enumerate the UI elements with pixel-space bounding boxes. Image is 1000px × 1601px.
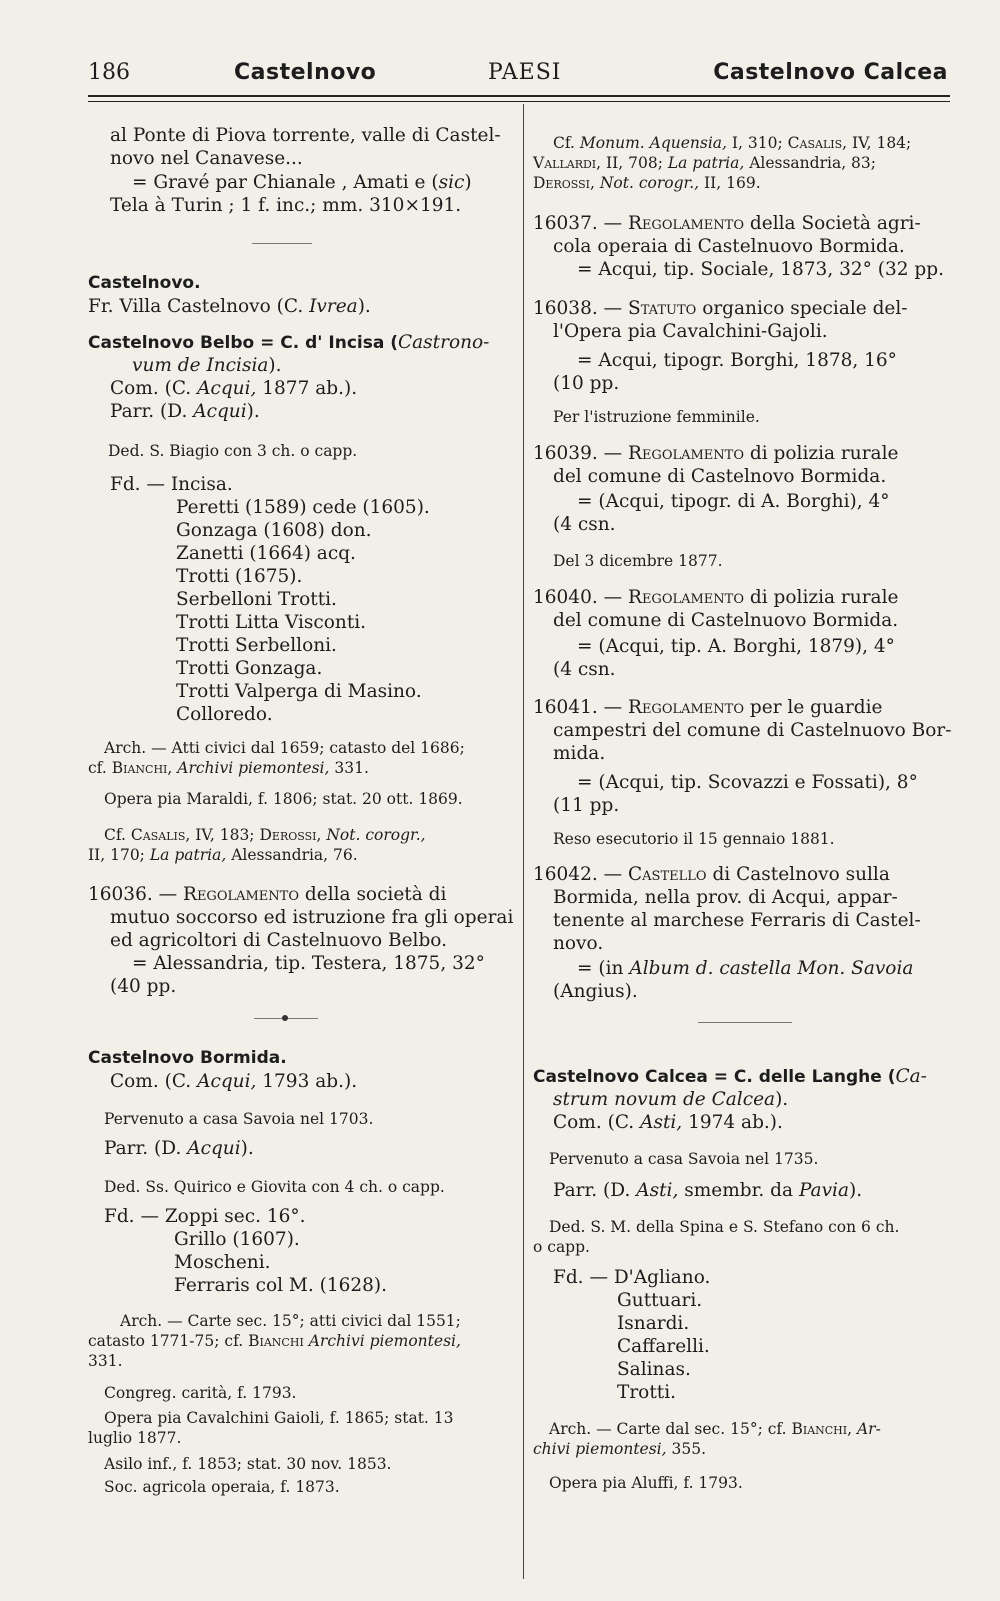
page-number: 186 bbox=[88, 60, 130, 85]
text-line: = Alessandria, tip. Testera, 1875, 32° bbox=[132, 953, 485, 974]
page-header bbox=[88, 60, 948, 94]
text-line: novo nel Canavese... bbox=[110, 148, 303, 169]
running-title-right: Castelnovo Calcea bbox=[713, 60, 948, 85]
text-line: Com. (C. Asti, 1974 ab.). bbox=[553, 1112, 783, 1133]
text-line: Cf. Casalis, IV, 183; Derossi, Not. corogr., bbox=[104, 826, 426, 844]
text-line: Arch. — Carte sec. 15°; atti civici dal 1551; bbox=[120, 1312, 461, 1330]
text-line: Opera pia Maraldi, f. 1806; stat. 20 ott. 1869. bbox=[104, 790, 463, 808]
separator-rule bbox=[698, 1022, 792, 1023]
text-line: = (Acqui, tip. Scovazzi e Fossati), 8° bbox=[577, 772, 918, 793]
text-line: = (Acqui, tipogr. di A. Borghi), 4° bbox=[577, 491, 890, 512]
text-line: Derossi, Not. corogr., II, 169. bbox=[533, 174, 761, 192]
fd-line: Trotti Valperga di Masino. bbox=[176, 681, 422, 702]
text-line: Ded. S. Biagio con 3 ch. o capp. bbox=[108, 442, 358, 460]
running-title-center: PAESI bbox=[488, 60, 562, 85]
header-rule-thin bbox=[88, 101, 950, 102]
text-line: (11 pp. bbox=[553, 795, 620, 816]
text-line: Pervenuto a casa Savoia nel 1735. bbox=[549, 1150, 819, 1168]
text-line: o capp. bbox=[533, 1238, 590, 1256]
text-line: cola operaia di Castelnuovo Bormida. bbox=[553, 236, 905, 257]
text-line: Ded. S. M. della Spina e S. Stefano con 6 ch. bbox=[549, 1218, 900, 1236]
text-line: Pervenuto a casa Savoia nel 1703. bbox=[104, 1110, 374, 1128]
fd-line: Caffarelli. bbox=[617, 1336, 710, 1357]
fd-line: Grillo (1607). bbox=[174, 1229, 300, 1250]
text-line: Reso esecutorio il 15 gennaio 1881. bbox=[553, 830, 835, 848]
text-line: al Ponte di Piova torrente, valle di Castel- bbox=[110, 125, 501, 146]
fd-line: Salinas. bbox=[617, 1359, 691, 1380]
text-line: Com. (C. Acqui, 1877 ab.). bbox=[110, 378, 358, 399]
fd-line: Fd. — Zoppi sec. 16°. bbox=[104, 1206, 306, 1227]
text-line: Parr. (D. Asti, smembr. da Pavia). bbox=[553, 1180, 863, 1201]
text-line: Com. (C. Acqui, 1793 ab.). bbox=[110, 1071, 358, 1092]
text-line: II, 170; La patria, Alessandria, 76. bbox=[88, 846, 358, 864]
text-line: (10 pp. bbox=[553, 373, 620, 394]
entry-16038: 16038. — Statuto organico speciale del- bbox=[533, 298, 908, 319]
text-line: Fr. Villa Castelnovo (C. Ivrea). bbox=[88, 296, 371, 317]
text-line: Tela à Turin ; 1 f. inc.; mm. 310×191. bbox=[110, 195, 462, 216]
text-line: novo. bbox=[553, 933, 604, 954]
entry-heading-belbo: Castelnovo Belbo = C. d' Incisa (Castrono- bbox=[88, 332, 490, 353]
entry-16041: 16041. — Regolamento per le guardie bbox=[533, 697, 883, 718]
text-line: Parr. (D. Acqui). bbox=[104, 1138, 254, 1159]
text-line: = Gravé par Chianale , Amati e (sic) bbox=[132, 172, 472, 193]
fd-line: Trotti Gonzaga. bbox=[176, 658, 323, 679]
text-line: Asilo inf., f. 1853; stat. 30 nov. 1853. bbox=[104, 1455, 392, 1473]
fd-line: Gonzaga (1608) don. bbox=[176, 520, 372, 541]
fd-line: Fd. — Incisa. bbox=[110, 474, 233, 495]
fd-line: Fd. — D'Agliano. bbox=[553, 1267, 711, 1288]
text-line: Soc. agricola operaia, f. 1873. bbox=[104, 1478, 340, 1496]
fd-line: Trotti. bbox=[617, 1382, 676, 1403]
text-line: tenente al marchese Ferraris di Castel- bbox=[553, 910, 921, 931]
text-line: campestri del comune di Castelnuovo Bor- bbox=[553, 720, 952, 741]
text-line: chivi piemontesi, 355. bbox=[533, 1440, 707, 1458]
text-line: = (in Album d. castella Mon. Savoia bbox=[577, 958, 914, 979]
text-line: (4 csn. bbox=[553, 659, 616, 680]
text-line: l'Opera pia Cavalchini-Gajoli. bbox=[553, 321, 828, 342]
fd-line: Trotti Serbelloni. bbox=[176, 635, 337, 656]
fd-line: Trotti Litta Visconti. bbox=[176, 612, 367, 633]
fd-line: Zanetti (1664) acq. bbox=[176, 543, 356, 564]
text-line: Opera pia Cavalchini Gaioli, f. 1865; stat. 13 bbox=[104, 1409, 454, 1427]
text-line: 331. bbox=[88, 1352, 123, 1370]
text-line: Arch. — Carte dal sec. 15°; cf. Bianchi, Ar- bbox=[549, 1420, 881, 1438]
text-line: Parr. (D. Acqui). bbox=[110, 401, 260, 422]
text-line: Bormida, nella prov. di Acqui, appar- bbox=[553, 887, 898, 908]
text-line: cf. Bianchi, Archivi piemontesi, 331. bbox=[88, 759, 369, 777]
text-line: del comune di Castelnuovo Bormida. bbox=[553, 610, 899, 631]
text-line: Del 3 dicembre 1877. bbox=[553, 552, 723, 570]
text-line: strum novum de Calcea). bbox=[553, 1089, 789, 1110]
text-line: Opera pia Aluffi, f. 1793. bbox=[549, 1474, 743, 1492]
fd-line: Trotti (1675). bbox=[176, 566, 303, 587]
fd-line: Ferraris col M. (1628). bbox=[174, 1275, 388, 1296]
text-line: Arch. — Atti civici dal 1659; catasto del 1686; bbox=[104, 739, 465, 757]
text-line: Per l'istruzione femminile. bbox=[553, 408, 760, 426]
running-title-left: Castelnovo bbox=[234, 60, 377, 85]
column-divider bbox=[523, 104, 524, 1579]
text-line: luglio 1877. bbox=[88, 1429, 182, 1447]
entry-16039: 16039. — Regolamento di polizia rurale bbox=[533, 443, 899, 464]
text-line: (4 csn. bbox=[553, 514, 616, 535]
text-line: = Acqui, tipogr. Borghi, 1878, 16° bbox=[577, 350, 897, 371]
entry-heading-calcea: Castelnovo Calcea = C. delle Langhe (Ca- bbox=[533, 1066, 927, 1087]
fd-line: Serbelloni Trotti. bbox=[176, 589, 337, 610]
text-line: Vallardi, II, 708; La patria, Alessandria, 83; bbox=[533, 154, 876, 172]
entry-16040: 16040. — Regolamento di polizia rurale bbox=[533, 587, 899, 608]
fd-line: Colloredo. bbox=[176, 704, 273, 725]
fd-line: Guttuari. bbox=[617, 1290, 703, 1311]
separator-rule bbox=[252, 243, 312, 244]
text-line: del comune di Castelnovo Bormida. bbox=[553, 466, 887, 487]
text-line: = Acqui, tip. Sociale, 1873, 32° (32 pp. bbox=[577, 259, 944, 280]
header-rule-thick bbox=[88, 95, 950, 97]
text-line: mida. bbox=[553, 743, 606, 764]
fd-line: Isnardi. bbox=[617, 1313, 690, 1334]
entry-16036: 16036. — Regolamento della società di bbox=[88, 884, 447, 905]
text-line: mutuo soccorso ed istruzione fra gli operai bbox=[110, 907, 514, 928]
text-line: Congreg. carità, f. 1793. bbox=[104, 1384, 297, 1402]
text-line: (40 pp. bbox=[110, 976, 177, 997]
text-line: (Angius). bbox=[553, 981, 638, 1002]
text-line: = (Acqui, tip. A. Borghi, 1879), 4° bbox=[577, 636, 895, 657]
fd-line: Moscheni. bbox=[174, 1252, 271, 1273]
text-line: Ded. Ss. Quirico e Giovita con 4 ch. o capp. bbox=[104, 1178, 445, 1196]
text-line: Cf. Monum. Aquensia, I, 310; Casalis, IV, 184; bbox=[553, 134, 912, 152]
entry-heading-bormida: Castelnovo Bormida. bbox=[88, 1048, 287, 1068]
text-line: catasto 1771-75; cf. Bianchi Archivi piemontesi, bbox=[88, 1332, 461, 1350]
entry-16037: 16037. — Regolamento della Società agri- bbox=[533, 213, 921, 234]
fd-line: Peretti (1589) cede (1605). bbox=[176, 497, 430, 518]
entry-heading-castelnovo: Castelnovo. bbox=[88, 273, 201, 293]
text-line: ed agricoltori di Castelnuovo Belbo. bbox=[110, 930, 447, 951]
text-line: vum de Incisia). bbox=[132, 355, 282, 376]
entry-16042: 16042. — Castello di Castelnovo sulla bbox=[533, 864, 890, 885]
